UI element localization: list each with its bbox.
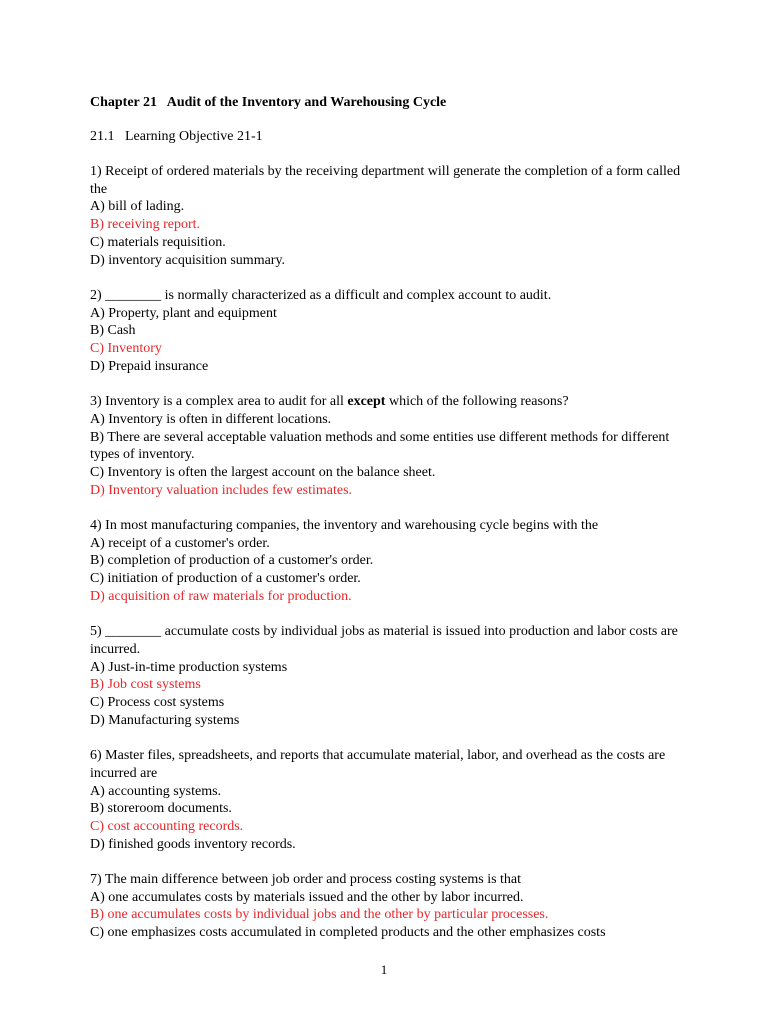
answer-option: A) bill of lading. [90,199,185,215]
answer-option: C) one emphasizes costs accumulated in completed products and the other emphasizes costs [90,925,606,941]
answer-option: B) Cash [90,323,136,339]
answer-option: A) Inventory is often in different locations. [90,411,332,427]
answer-option-correct: C) cost accounting records. [90,818,244,834]
stem-emphasis: except [347,394,386,410]
answer-option: C) materials requisition. [90,234,226,250]
question-3 [90,393,690,499]
answer-option-correct: D) acquisition of raw materials for production. [90,588,352,604]
question-stem: 2) ________ is normally characterized as a difficult and complex account to audit. [90,287,552,303]
answer-option: A) receipt of a customer's order. [90,535,270,551]
page-content [90,94,690,960]
question-stem: 6) Master files, spreadsheets, and reports that accumulate material, labor, and overhead as the costs are incurred are [90,748,666,781]
answer-option: C) Process cost systems [90,695,225,711]
question-2 [90,287,690,376]
question-4 [90,517,690,606]
answer-option: B) There are several acceptable valuation methods and some entities use different methods for different types of inventory. [90,429,670,463]
question-6 [90,747,690,853]
question-stem: 4) In most manufacturing companies, the inventory and warehousing cycle begins with the [90,518,599,534]
answer-option-correct: B) one accumulates costs by individual jobs and the other by particular processes. [90,907,549,923]
question-stem: 7) The main difference between job order and process costing systems is that [90,872,522,888]
answer-option: D) inventory acquisition summary. [90,252,286,268]
answer-option-correct: B) Job cost systems [90,677,201,693]
answer-option: D) Manufacturing systems [90,712,240,728]
answer-option: B) completion of production of a customer's order. [90,553,374,569]
answer-option: A) accounting systems. [90,783,222,799]
answer-option-correct: B) receiving report. [90,217,201,233]
answer-option-correct: D) Inventory valuation includes few estimates. [90,482,353,498]
learning-objective: 21.1 Learning Objective 21-1 [90,129,263,144]
answer-option: A) Property, plant and equipment [90,305,277,321]
answer-option-correct: C) Inventory [90,341,162,357]
question-5 [90,623,690,729]
stem-text: which of the following reasons? [385,394,569,410]
question-stem: 1) Receipt of ordered materials by the receiving department will generate the completion of a form called the [90,164,681,197]
question-stem: 5) ________ accumulate costs by individual jobs as material is issued into production and labor costs are incurred. [90,624,678,657]
question-stem [90,393,690,411]
answer-option: A) Just-in-time production systems [90,659,288,675]
question-1 [90,163,690,269]
stem-text: 3) Inventory is a complex area to audit for all [90,394,348,410]
answer-option: B) storeroom documents. [90,801,232,817]
page-number: 1 [380,962,388,977]
answer-option: D) finished goods inventory records. [90,836,296,852]
answer-option: C) initiation of production of a customer's order. [90,571,361,587]
answer-option: C) Inventory is often the largest account on the balance sheet. [90,464,436,480]
chapter-title: Chapter 21 Audit of the Inventory and Warehousing Cycle [90,95,447,110]
answer-option: A) one accumulates costs by materials issued and the other by labor incurred. [90,889,524,905]
question-7 [90,871,690,942]
answer-option: D) Prepaid insurance [90,358,209,374]
